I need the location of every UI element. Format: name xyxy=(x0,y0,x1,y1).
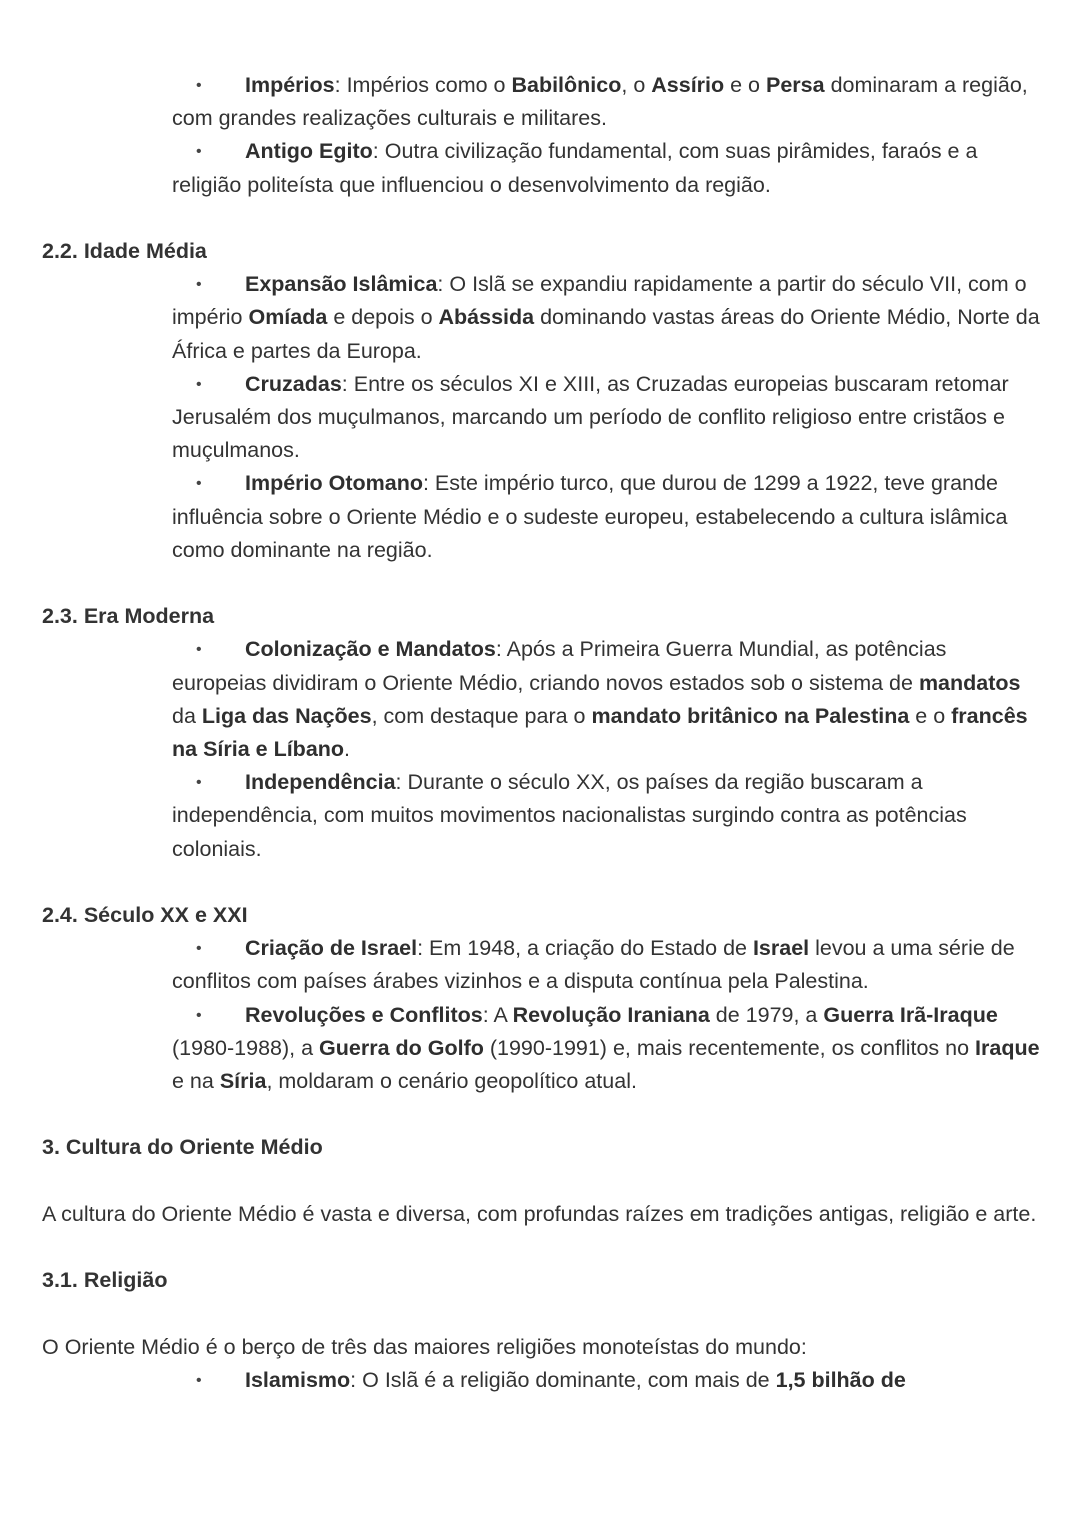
text-segment: : Este império turco, que durou de 1299 a 1922, teve grande influência sobre o Oriente Médio e o sudeste europeu, estabelecendo a cultura islâmica como dominante na região. xyxy=(172,471,1008,562)
ancient-empires-list xyxy=(42,69,1042,202)
list-item xyxy=(172,999,1042,1099)
list-item xyxy=(172,633,1042,766)
bullet-icon: • xyxy=(196,774,202,792)
section-heading: 2.2. Idade Média xyxy=(42,239,207,263)
section-seculo-xx-xxi xyxy=(42,899,1042,1098)
text-segment: . xyxy=(344,737,351,762)
section-idade-media xyxy=(42,235,1042,567)
bold-term: Antigo Egito xyxy=(245,139,373,164)
text-segment: (1990-1991) e, mais recentemente, os conflitos no xyxy=(483,1035,976,1060)
bold-term: Colonização e Mandatos xyxy=(245,637,496,662)
bold-term: Império Otomano xyxy=(245,471,423,496)
spacer xyxy=(42,1098,1042,1131)
religion-list xyxy=(42,1364,1042,1397)
text-segment: : Em 1948, a criação do Estado de xyxy=(417,936,753,961)
list-item xyxy=(172,467,1042,567)
text-segment: e o xyxy=(724,73,766,97)
bold-term: mandatos xyxy=(918,670,1021,695)
bold-term: Independência xyxy=(245,770,396,795)
text-segment: , com destaque para o xyxy=(371,703,592,728)
bold-term: Omíada xyxy=(248,305,328,330)
text-segment: , o xyxy=(621,73,652,97)
list-item xyxy=(172,1364,1042,1397)
text-segment: levou a uma série de conflitos com países árabes vizinhos e a disputa contínua pela Palestina. xyxy=(172,936,1015,994)
bullet-icon: • xyxy=(196,641,202,659)
bold-term: Cruzadas xyxy=(245,371,342,396)
section-heading: 2.3. Era Moderna xyxy=(42,604,215,629)
idade-media-list xyxy=(42,268,1042,567)
bold-term: Síria xyxy=(219,1069,267,1094)
text-segment: : Impérios como o xyxy=(334,73,512,97)
bullet-icon: • xyxy=(196,1006,202,1024)
text-segment: : O Islã se expandiu rapidamente a partir do século VII, com o império xyxy=(172,272,1027,330)
section-heading: 2.4. Século XX e XXI xyxy=(42,903,248,928)
bullet-icon: • xyxy=(196,375,202,393)
bullet-icon: • xyxy=(196,475,202,493)
text-segment: : Após a Primeira Guerra Mundial, as potências europeias dividiram o Oriente Médio, criando novos estados sob o sistema de xyxy=(172,637,947,695)
spacer xyxy=(42,866,1042,899)
spacer xyxy=(42,1297,1042,1330)
text-segment: e o xyxy=(909,703,952,728)
bullet-icon: • xyxy=(196,940,202,958)
text-segment: e depois o xyxy=(327,305,439,330)
subsection-heading-religiao: 3.1. Religião xyxy=(42,1268,168,1293)
list-item xyxy=(172,135,1042,201)
spacer xyxy=(42,1165,1042,1198)
bullet-icon: • xyxy=(196,143,202,161)
seculo-xx-xxi-list xyxy=(42,932,1042,1098)
culture-paragraph: A cultura do Oriente Médio é vasta e diversa, com profundas raízes em tradições antigas, religião e arte. xyxy=(42,1201,1037,1226)
text-segment: dominando vastas áreas do Oriente Médio, Norte da África e partes da Europa. xyxy=(172,305,1040,363)
text-segment: dominaram a região, com grandes realizações culturais e militares. xyxy=(172,73,1028,131)
bold-term: francês na Síria e Líbano xyxy=(172,703,1028,762)
bold-term: Islamismo xyxy=(245,1367,351,1392)
text-segment: : A xyxy=(482,1002,513,1027)
document-body xyxy=(42,69,1042,1397)
bold-term: Liga das Nações xyxy=(201,703,372,728)
bold-term: mandato britânico na Palestina xyxy=(591,703,910,728)
text-segment: de 1979, a xyxy=(709,1002,824,1027)
text-segment: (1980-1988), a xyxy=(172,1035,320,1060)
list-item xyxy=(172,368,1042,468)
text-segment: e na xyxy=(172,1069,220,1094)
era-moderna-list xyxy=(42,633,1042,865)
bold-term: Criação de Israel xyxy=(245,936,418,961)
section-heading: 3. Cultura do Oriente Médio xyxy=(42,1135,323,1160)
bold-term: Revolução Iraniana xyxy=(512,1002,710,1027)
bullet-icon: • xyxy=(196,77,202,94)
list-item xyxy=(172,766,1042,866)
section-era-moderna xyxy=(42,600,1042,866)
bold-term: Abássida xyxy=(438,305,535,330)
bold-term: Revoluções e Conflitos xyxy=(245,1002,483,1027)
list-item xyxy=(172,268,1042,368)
spacer xyxy=(42,567,1042,600)
religion-intro: O Oriente Médio é o berço de três das maiores religiões monoteístas do mundo: xyxy=(42,1334,807,1359)
bold-term: Babilônico xyxy=(511,73,622,97)
text-segment: : Outra civilização fundamental, com suas pirâmides, faraós e a religião politeísta que influenciou o desenvolvimento da região. xyxy=(172,139,978,197)
text-segment: : Durante o século XX, os países da região buscaram a independência, com muitos movimentos nacionalistas surgindo contra as potências coloniais. xyxy=(172,770,967,861)
list-item xyxy=(172,932,1042,998)
bullet-icon: • xyxy=(196,276,202,294)
text-segment: , moldaram o cenário geopolítico atual. xyxy=(266,1069,637,1094)
bold-term: Impérios xyxy=(245,73,335,97)
bold-term: Guerra do Golfo xyxy=(319,1035,484,1060)
bold-term: Iraque xyxy=(975,1035,1040,1060)
spacer xyxy=(42,202,1042,235)
bold-term: Assírio xyxy=(651,73,725,97)
bold-term: Expansão Islâmica xyxy=(245,272,438,297)
text-segment: : Entre os séculos XI e XIII, as Cruzadas europeias buscaram retomar Jerusalém dos muçulmanos, marcando um período de conflito religioso entre cristãos e muçulmanos. xyxy=(172,371,1009,463)
text-segment: : O Islã é a religião dominante, com mais de xyxy=(350,1367,776,1392)
bullet-icon: • xyxy=(196,1371,202,1389)
bold-term: Persa xyxy=(766,73,825,97)
bold-term: Israel xyxy=(752,936,810,961)
text-segment: da xyxy=(172,703,202,728)
list-item xyxy=(172,69,1042,135)
section-cultura xyxy=(42,1131,1042,1397)
spacer xyxy=(42,1231,1042,1264)
bold-term: Guerra Irã-Iraque xyxy=(823,1002,998,1027)
bold-term: 1,5 bilhão de xyxy=(775,1367,906,1392)
